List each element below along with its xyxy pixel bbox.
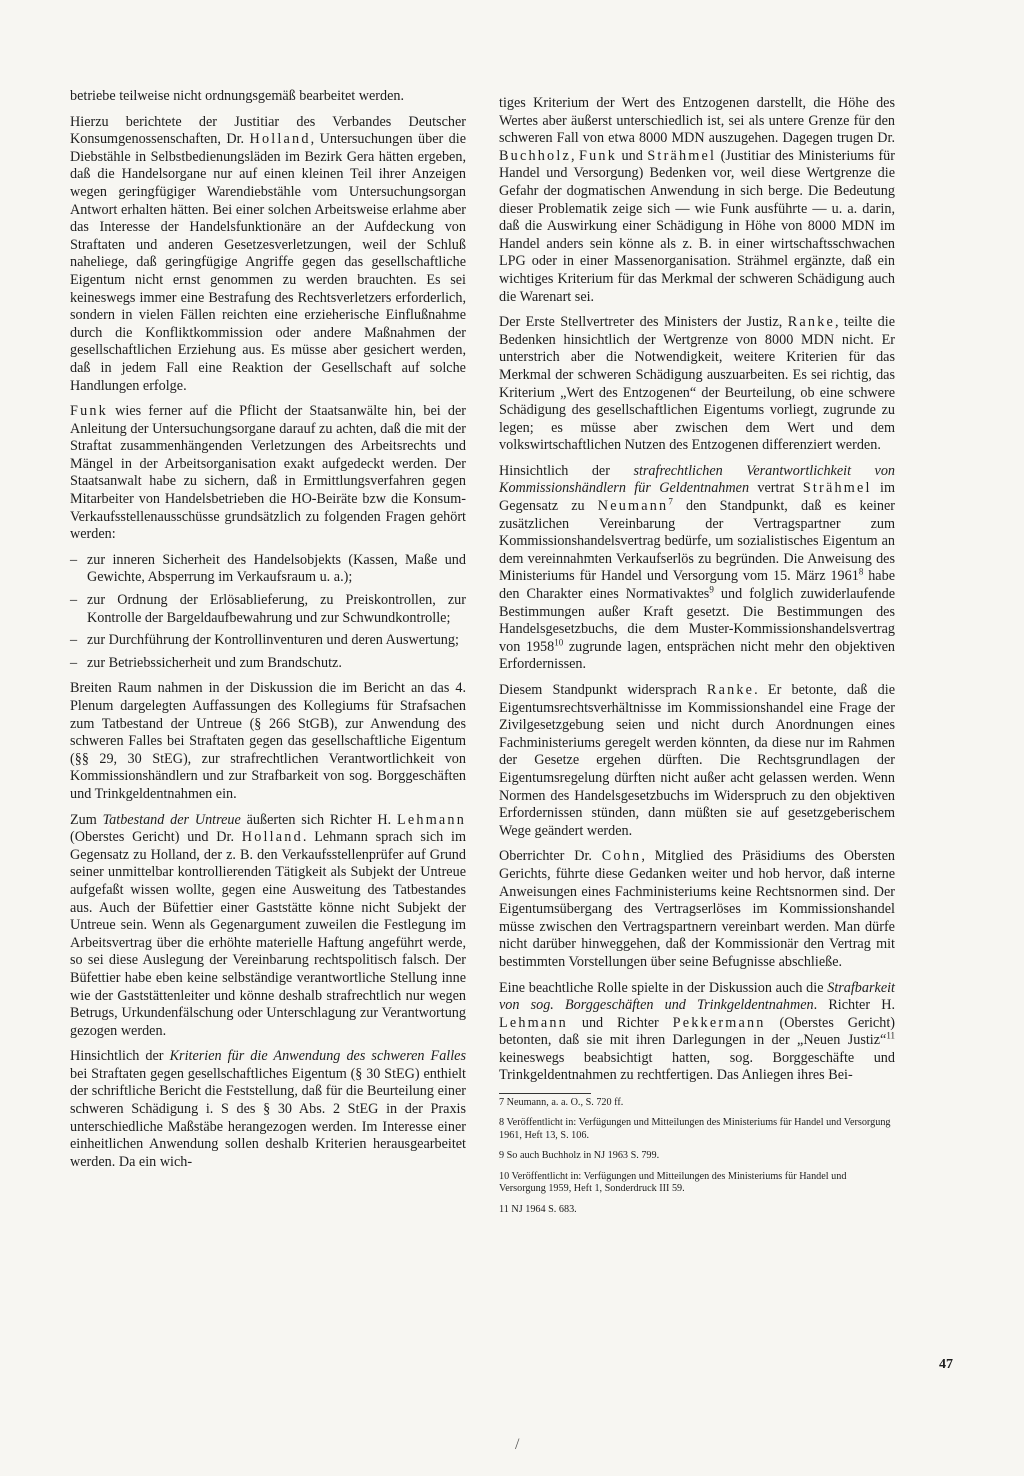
- paragraph: Eine beachtliche Rolle spielte in der Diskussion auch die Strafbarkeit von sog. Borggeschäften und Trinkgeldentnahmen. Richter H. Lehmann und Richter Pekkermann (Oberstes Gericht) betonten, daß sie mit ihren Darlegungen in der „Neuen Justiz“$^{11}$ keineswegs beabsichtigt hatten, sog. Borggeschäfte und Trinkgeldentnahmen zu rechtfertigen. Das Anliegen ihres Bei-: [499, 979, 895, 1084]
- list-item: – zur inneren Sicherheit des Handelsobjekts (Kassen, Maße und Gewichte, Absperrung im Verkaufsraum u. a.);: [70, 552, 466, 587]
- list-item: – zur Betriebssicherheit und zum Brandschutz.: [70, 655, 466, 673]
- person-name: Cohn: [601, 848, 642, 865]
- footnote: 11 NJ 1964 S. 683.: [499, 1203, 577, 1215]
- footnote-ref: 8: [858, 566, 864, 577]
- page-number: 47: [939, 1357, 953, 1372]
- question-list: [70, 552, 466, 673]
- person-name: Ranke: [706, 682, 755, 698]
- paragraph: Hierzu berichtete der Justitiar des Verbandes Deutscher Konsumgenossenschaften, Dr. Holland, Untersuchungen über die Diebstähle in Selbstbedienungsläden im Bezirk Gera hätten ergeben, daß die Handelsorgane nur auf einen kleinen Teil ihrer Anzeigen wegen geringfügiger Warendiebstähle vom Untersuchungsorgan Antwort erhalten hätten. Bei einer solchen Arbeitsweise erlahme aber das Interesse der Handelsfunktionäre an der Aufdeckung von Straftaten und anderen Gesetzesverletzungen, weil der Schluß naheliege, daß geringfügige Angriffe gegen das gesellschaftliche Eigentum nicht ernst genommen zu werden brauchten. Es sei keineswegs immer eine Bestrafung des Rechtsverletzers erforderlich, sondern in vielen Fällen reichten eine erzieherische Einflußnahme durch die Konfliktkommission oder andere Maßnahmen der gesellschaftlichen Erziehung aus. Es müsse aber gesichert werden, daß in jedem Fall eine Reaktion der Gesellschaft auf solche Handlungen erfolge.: [70, 113, 466, 394]
- list-item: – zur Ordnung der Erlösablieferung, zu Preiskontrollen, zur Kontrolle der Bargeldaufbewahrung und zur Schwundkontrolle;: [70, 592, 466, 627]
- footnotes: [499, 1093, 891, 1216]
- footnote-ref: 11: [886, 1030, 895, 1041]
- paragraph: Hinsichtlich der strafrechtlichen Verantwortlichkeit von Kommissionshändlern für Geldentnahmen vertrat Strähmel im Gegensatz zu Neumann$^7$ den Standpunkt, daß es keiner zusätzlichen Vereinbarung der Vertragspartner zum Kommissionshandelsvertrag bedürfe, um sozialistisches Eigentum an dem vereinnahmten Verkaufserlös zu begründen. Die Anweisung des Ministeriums für Handel und Versorgung vom 15. März 1961$^8$ habe den Charakter eines Normativaktes$^9$ und folglich zuwiderlaufende Bestimmungen außer Kraft gesetzt. Die Bestimmungen des Handelsgesetzbuchs, die dem Muster-Kommissionshandelsvertrag von 1958$^{10}$ zugrunde lagen, entsprächen nicht mehr den objektiven Erfordernissen.: [499, 462, 896, 673]
- emphasis: Tatbestand der Untreue: [102, 811, 241, 828]
- person-name: Buchholz: [499, 147, 571, 164]
- person-name: Neumann: [597, 498, 669, 515]
- footnote-ref: 7: [668, 496, 673, 507]
- left-column: [70, 88, 466, 1179]
- footnote: 8 Veröffentlicht in: Verfügungen und Mitteilungen des Ministeriums für Handel und Versorgung 1961, Heft 13, S. 106.: [499, 1117, 891, 1141]
- emphasis: Kriterien für die Anwendung des schweren Falles: [169, 1048, 467, 1065]
- paragraph: Hinsichtlich der Kriterien für die Anwendung des schweren Falles bei Straftaten gegen gesellschaftliches Eigentum (§ 30 StEG) enthielt der schriftliche Bericht die Feststellung, daß für die Beurteilung einer schweren Schädigung i. S des § 30 Abs. 2 StEG in der Praxis unterschiedliche Maßstäbe herangezogen werden. Im Interesse einer einheitlichen Anwendung sollen deshalb Kriterien herausgearbeitet werden. Da ein wich-: [70, 1048, 467, 1170]
- paragraph: Diesem Standpunkt widersprach Ranke. Er betonte, daß die Eigentumsrechtsverhältnisse im Kommissionshandel eine Frage der Zivilgesetzgebung seien und nicht durch Anordnungen eines Fachministeriums geregelt werden könnten, da diese nur im Rahmen der Gesetze ergehen dürften. Die Rechtsgrundlagen der Eigentumsregelung dürften nicht außer acht gelassen werden. Wenn Normen des Handelsgesetzbuchs im Widerspruch zu den objektiven Erfordernissen stünden, dann müßten sie auf gesetzgeberischem Wege geändert werden.: [499, 682, 896, 839]
- person-name: Strähmel: [647, 147, 717, 164]
- paragraph: Breiten Raum nahmen in der Diskussion die im Bericht an das 4. Plenum dargelegten Auffassungen des Kollegiums für Strafsachen zum Tatbestand der Untreue (§ 266 StGB), zur Anwendung des schweren Falles bei Straftaten gegen das gesellschaftliche Eigentum (§§ 29, 30 StEG), zur strafrechtlichen Verantwortlichkeit von Kommissionshändlern und zur Strafbarkeit von sog. Borggeschäften und Trinkgeldentnahmen ein.: [70, 680, 466, 802]
- paragraph: Oberrichter Dr. Cohn, Mitglied des Präsidiums des Obersten Gerichts, führte diese Gedanken weiter und hob hervor, daß interne Anweisungen eines Fachministeriums keine Rechtsnormen sind. Der Eigentumsübergang des Vertragserlöses im Kommissionshandel müsse zwischen den Vertragspartnern vereinbart werden. Man dürfe nicht darüber hinweggehen, daß der Kommissionär den Vertrag mit bestimmten Vorstellungen über seine Befugnisse abschließe.: [499, 848, 896, 970]
- footnote-ref: 9: [709, 584, 714, 595]
- stray-mark: /: [515, 1436, 520, 1453]
- footnote: 9 So auch Buchholz in NJ 1963 S. 799.: [499, 1150, 660, 1162]
- person-name: Pekkermann: [672, 1014, 766, 1031]
- person-name: Lehmann: [397, 811, 467, 828]
- person-name: Funk: [70, 403, 108, 420]
- person-name: Holland: [249, 131, 311, 148]
- person-name: Holland: [241, 829, 303, 846]
- paragraph: tiges Kriterium der Wert des Entzogenen darstellt, die Höhe des Wertes aber äußerst unterschiedlich ist, sei als untere Grenze für den schweren Fall von etwa 8000 MDN auszugehen. Dagegen trugen Dr. Buchholz, Funk und Strähmel (Justitiar des Ministeriums für Handel und Versorgung) Bedenken vor, weil diese Wertgrenze die Gefahr der dogmatischen Anwendung in sich berge. Die Bedeutung dieser Problematik zeige sich — wie Funk ausführte — u. a. darin, daß die Auswirkung einer Schädigung in Höhe von 8000 MDN im Handel anders sein könne als z. B. in einer wirtschaftsschwachen LPG oder in einer Massenorganisation. Strähmel ergänzte, daß ein wichtiges Kriterium für das Merkmal der schweren Schädigung auch die Warenart sei.: [499, 95, 895, 305]
- footnote-ref: 10: [554, 637, 564, 648]
- paragraph: Der Erste Stellvertreter des Ministers der Justiz, Ranke, teilte die Bedenken hinsichtlich der Wertgrenze von 8000 MDN nicht. Er unterstrich aber die Notwendigkeit, weitere Kriterien für das Merkmal der schweren Schädigung auszuarbeiten. Es sei richtig, das Kriterium „Wert des Entzogenen“ der Beurteilung, ob eine schwere Schädigung des gesellschaftlichen Eigentums vorliegt, zugrunde zu legen; es müsse aber zwischen dem Wert und dem volkswirtschaftlichen Nutzen des Entzogenen differenziert werden.: [499, 314, 896, 454]
- right-column: [499, 95, 895, 1224]
- footnote: 10 Veröffentlicht in: Verfügungen und Mitteilungen des Ministeriums für Handel und Versorgung 1959, Heft 1, Sonderdruck III 59.: [499, 1170, 847, 1195]
- paragraph: betriebe teilweise nicht ordnungsgemäß bearbeitet werden.: [70, 88, 405, 104]
- emphasis: Strafbarkeit von sog. Borggeschäften und Trinkgeldentnahmen: [499, 979, 895, 1014]
- paragraph: Zum Tatbestand der Untreue äußerten sich Richter H. Lehmann (Oberstes Gericht) und Dr. Holland. Lehmann sprach sich im Gegensatz zu Holland, der z. B. den Verkaufsstellenprüfer auf Grund seiner unmittelbar kontrollierenden Tätigkeit als Subjekt der Untreue aufgefaßt wissen wollte, gegen eine Ausweitung des Tatbestandes aus. Auch der Büfettier einer Gaststätte könne nicht Subjekt der Untreue sein. Wenn als Gegenargument zuweilen die Festlegung im Arbeitsvertrag über die erhöhte materielle Haftung angeführt werde, so sei diese Auslegung der Vereinbarung rechtspolitisch falsch. Der Büfettier habe eben keine selbständige verantwortliche Stellung inne wie der Gaststättenleiter und könne deshalb strafrechtlich nur wegen Betrugs, Urkundenfälschung oder Unterschlagung zur Verantwortung gezogen werden.: [70, 811, 467, 1039]
- list-item: – zur Durchführung der Kontrollinventuren und deren Auswertung;: [70, 632, 466, 650]
- person-name: Funk: [579, 147, 618, 164]
- paragraph: Funk wies ferner auf die Pflicht der Staatsanwälte hin, bei der Anleitung der Untersuchungsorgane darauf zu achten, daß die mit der Straftat zusammenhängenden Verletzungen des Arbeitsrechts und Mängel in der Arbeitsorganisation exakt aufgedeckt werden. Der Staatsanwalt habe zu sichern, daß in Ermittlungsverfahren gegen Mitarbeiter von Handelsbetrieben die HO-Beiräte bzw die Konsum-Verkaufsstellenausschüsse grundsätzlich zu folgenden Fragen gehört werden:: [70, 403, 466, 543]
- person-name: Strähmel: [802, 480, 872, 497]
- emphasis: strafrechtlichen Verantwortlichkeit von Kommissionshändlern für Geldentnahmen: [499, 462, 896, 497]
- person-name: Lehmann: [499, 1014, 568, 1031]
- person-name: Ranke: [787, 314, 835, 331]
- footnote: 7 Neumann, a. a. O., S. 720 ff.: [499, 1097, 624, 1109]
